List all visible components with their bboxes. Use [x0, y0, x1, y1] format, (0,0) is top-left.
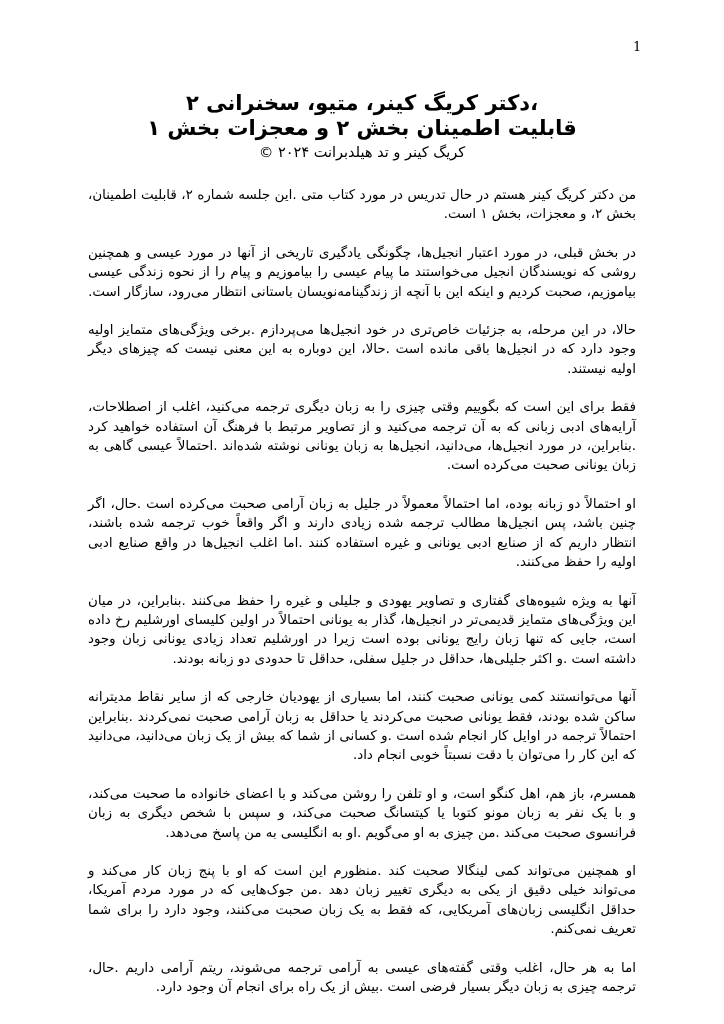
paragraph-10: اما به هر حال، اغلب وقتی گفته‌های عیسی به آرامی ترجمه می‌شوند، ریتم آرامی داریم .حال، ترجمه چیزی به زبان دیگر بسیار فرضی است .بیش از یک راه برای انجام آن وجود دارد. [88, 960, 636, 995]
paragraph-3: حالا، در این مرحله، به جزئیات خاص‌تری در خود انجیل‌ها می‌پردازم .برخی ویژگی‌های متمایز اولیه وجود دارد که در انجیل‌ها باقی مانده است .حالا، این دوباره به این معنی نیست که چیزهای دیگر اولیه نیستند. [88, 323, 636, 377]
paragraph-5: او احتمالاً دو زبانه بوده، اما احتمالاً معمولاً در جلیل به زبان آرامی صحبت می‌کرده است .حال، اگر چنین باشد، پس انجیل‌ها مطالب ترجمه شده زیادی دارند و اگر واقعاً خوب ترجمه شده باشند، انتظار داریم که از صنایع ادبی یونانی و غیره استفاده کنند .اما اغلب انجیل‌ها در واقع صنایع ادبی اولیه را حفظ می‌کنند. [88, 496, 636, 571]
title-block [90, 91, 634, 163]
paragraph-1: من دکتر کریگ کینر هستم در حال تدریس در مورد کتاب متی .این جلسه شماره ۲، قابلیت اطمینان، بخش ۲، و معجزات، بخش ۱ است. [88, 188, 636, 223]
page-number: 1 [633, 40, 642, 55]
paragraph-7: آنها می‌توانستند کمی یونانی صحبت کنند، اما بسیاری از یهودیان خارجی که از سایر نقاط مدیترانه ساکن شده بودند، فقط یونانی صحبت می‌کردند یا حداقل به زبان آرامی صحبت نمی‌کردند .بنابراین احتمالاً ترجمه در اوایل کار انجام شده است .و کسانی از شما که بیش از یک زبان می‌دانید، می‌دانید که این کار را می‌توان با دقت نسبتاً خوبی انجام داد. [88, 690, 636, 764]
title-line-2: قابلیت اطمینان بخش ۲ و معجزات بخش ۱ [147, 116, 577, 140]
title-line-1: ،دکتر کریگ کینر، متیو، سخنرانی ۲ [185, 91, 539, 115]
paragraph-4: فقط برای این است که بگوییم وقتی چیزی را به زبان دیگری ترجمه می‌کنید، اغلب از اصطلاحات، آرایه‌های ادبی زبانی که به آن ترجمه می‌کنید و از تصاویر مرتبط با فرهنگ آن استفاده خواهید کرد .بنابراین، در مورد انجیل‌ها، می‌دانید، انجیل‌ها به زبان یونانی نوشته شده‌اند .احتمالاً عیسی گاهی به زبان یونانی صحبت می‌کرده است. [88, 400, 636, 474]
paragraph-9: او همچنین می‌تواند کمی لینگالا صحبت کند .منظورم این است که او با پنج زبان کار می‌کند و می‌تواند خیلی دقیق از یکی به دیگری تغییر زبان دهد .من جوک‌هایی که در مورد مردم آمریکا، حداقل انگلیسی زبان‌های آمریکایی، که فقط به یک زبان صحبت می‌کنند، وجود دارد را برای شما تعریف نمی‌کنم. [88, 863, 636, 938]
paragraph-6: آنها به ویژه شیوه‌های گفتاری و تصاویر یهودی و جلیلی و غیره را حفظ می‌کنند .بنابراین، در میان این ویژگی‌های متمایز قدیمی‌تر در انجیل‌ها، گذار به یونانی احتمالاً در اولین کلیسای اورشلیم رخ داده است، جایی که تنها زبان رایج یونانی بوده است زیرا در اورشلیم تعداد زیادی یونانی زبان وجود داشته است .و اکثر جلیلی‌ها، حداقل در جلیل سفلی، حداقل تا حدودی دو زبانه بودند. [88, 593, 636, 667]
paragraph-2: در بخش قبلی، در مورد اعتبار انجیل‌ها، چگونگی یادگیری تاریخی از آنها در مورد عیسی و همچنین روشی که نویسندگان انجیل می‌خواستند ما پیام عیسی را بیاموزیم و پیام را از نحوه زندگی عیسی بیاموزیم، صحبت کردیم و اینکه این با آنچه از زندگینامه‌نویسان باستانی انتظار می‌رود، سازگار است. [88, 245, 636, 300]
body-text [88, 186, 636, 1016]
paragraph-8: همسرم، باز هم، اهل کنگو است، و او تلفن را روشن می‌کند و با اعضای خانواده ما صحبت می‌کند، و با یک نفر به زبان مونو کتوبا یا کیتسانگ صحبت می‌کند، و سپس با شخص دیگری به زبان فرانسوی صحبت می‌کند .من چیزی به او می‌گویم .او به انگلیسی به من پاسخ می‌دهد. [88, 786, 636, 841]
byline: کریگ کینر و تد هیلدبرانت ۲۰۲۴ © [258, 145, 466, 161]
